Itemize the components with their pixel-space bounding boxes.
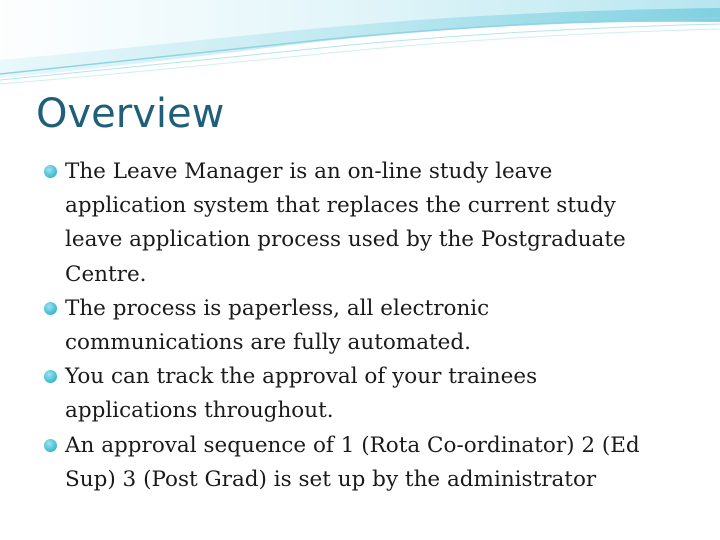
header-wave-decoration [0,0,720,90]
bullet-item [44,292,674,360]
bullet-text: The Leave Manager is an on-line study leave application system that replaces the current study leave application process used by the Postgraduate Centre. [65,159,626,287]
bullet-dot-icon [44,439,57,452]
bullet-dot-icon [44,165,57,178]
bullet-list [44,155,674,497]
bullet-item [44,155,674,292]
bullet-dot-icon [44,370,57,383]
bullet-text: The process is paperless, all electronic communications are fully automated. [65,295,490,356]
bullet-item [44,360,674,428]
bullet-item [44,429,674,497]
bullet-dot-icon [44,302,57,315]
slide-title: Overview [36,91,225,137]
bullet-text: You can track the approval of your trainees applications throughout. [65,364,538,424]
bullet-text: An approval sequence of 1 (Rota Co-ordinator) 2 (Ed Sup) 3 (Post Grad) is set up by the administrator [65,432,640,492]
